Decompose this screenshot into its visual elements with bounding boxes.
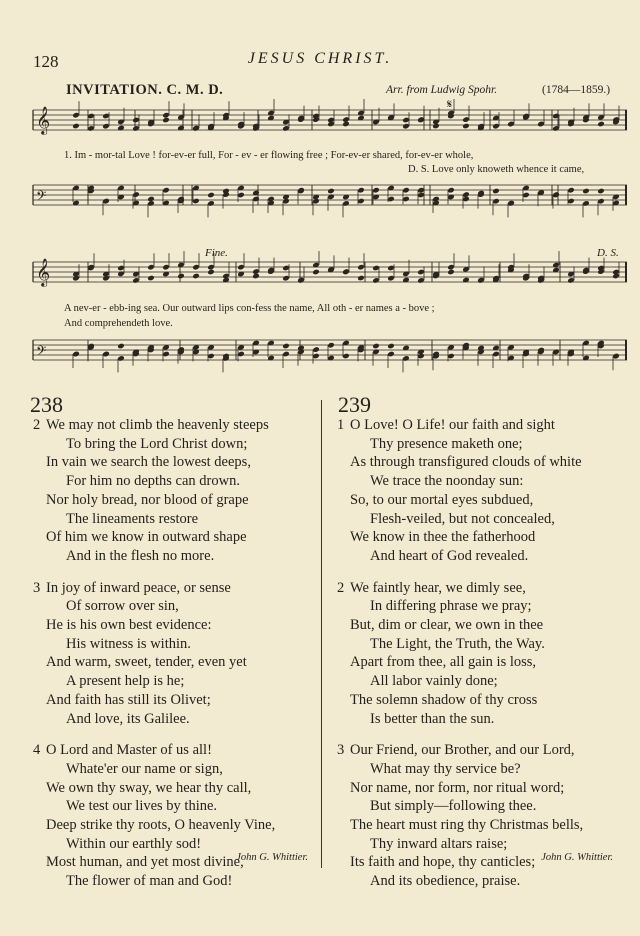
note-head xyxy=(192,273,200,280)
verse-line-text: We may not climb the heavenly steeps xyxy=(46,417,269,433)
verse-line xyxy=(350,710,635,729)
verse-line xyxy=(350,672,635,691)
stanza xyxy=(33,579,316,729)
verse-line-text: And in the flesh no more. xyxy=(66,547,215,564)
stanza-number: 3 xyxy=(33,579,41,596)
stanza xyxy=(337,741,635,891)
lyrics-line-2-ds: And comprehendeth love. xyxy=(64,318,173,329)
verse-line xyxy=(46,835,316,854)
segno-icon: 𝄋 xyxy=(447,97,453,111)
verse-line xyxy=(350,616,635,635)
ds-marker: D. S. xyxy=(597,247,619,259)
verse-line-text: Thy inward altars raise; xyxy=(370,835,508,852)
note-head xyxy=(162,117,170,124)
verse-line-text: The Light, the Truth, the Way. xyxy=(370,635,545,652)
note-head xyxy=(342,121,350,128)
note-head xyxy=(387,343,395,350)
hymn-239-text xyxy=(337,416,635,904)
clef-icon: 𝄞 xyxy=(36,258,51,286)
verse-line-text: For him no depths can drown. xyxy=(66,473,240,490)
verse-line-text: Nor name, nor form, nor ritual word; xyxy=(350,779,565,796)
verse-line-text: Within our earthly sod! xyxy=(66,835,202,852)
verse-line xyxy=(33,416,316,435)
verse-line xyxy=(46,672,316,691)
lyrics-line-1-ds: D. S. Love only knoweth whence it came, xyxy=(408,164,585,175)
verse-line xyxy=(337,416,635,435)
clef-icon: 𝄢 xyxy=(36,188,47,207)
note-head xyxy=(597,121,605,128)
hymn-number-238: 238 xyxy=(30,392,63,417)
note-head xyxy=(252,273,260,280)
verse-line xyxy=(46,435,316,454)
verse-line-text: Our Friend, our Brother, and our Lord, xyxy=(350,742,575,759)
column-divider xyxy=(321,400,322,868)
note-head xyxy=(177,273,185,280)
note-head xyxy=(597,188,605,195)
verse-line xyxy=(46,453,316,472)
verse-line-text: But, dim or clear, we own in thee xyxy=(350,617,544,634)
note-head xyxy=(207,269,215,276)
verse-line xyxy=(350,453,635,472)
note-head xyxy=(492,188,500,195)
verse-line xyxy=(46,528,316,547)
verse-line-text: Nor holy bread, nor blood of grape xyxy=(46,491,249,508)
verse-line xyxy=(33,579,316,598)
note-head xyxy=(582,188,590,195)
verse-line-text: All labor vainly done; xyxy=(370,673,498,690)
stanza-number: 1 xyxy=(337,417,345,433)
lyrics-line-1: 1. Im - mor-tal Love ! for-ev-er full, For - ev - er flowing free ; For-ev-er shared, for-ev-er whole, xyxy=(64,150,474,161)
note-head xyxy=(117,343,125,350)
verse-line xyxy=(350,691,635,710)
stanza xyxy=(33,416,316,566)
verse-line-text: We test our lives by thine. xyxy=(66,798,218,815)
verse-line-text: We know in thee the fatherhood xyxy=(350,529,536,546)
verse-line-text: And its obedience, praise. xyxy=(370,873,521,890)
verse-line-text: As through transfigured clouds of white xyxy=(350,454,582,471)
verse-line-text: And love, its Galilee. xyxy=(66,710,190,727)
verse-line xyxy=(46,653,316,672)
verse-line xyxy=(350,779,635,798)
verse-line-text: Whate'er our name or sign, xyxy=(66,760,223,777)
verse-line xyxy=(46,597,316,616)
verse-line-text: What may thy service be? xyxy=(370,760,521,777)
fine-marker: Fine. xyxy=(205,247,228,259)
verse-line xyxy=(46,616,316,635)
verse-line xyxy=(46,797,316,816)
verse-line-text: Of him we know in outward shape xyxy=(46,529,247,546)
stanza xyxy=(33,741,316,891)
note-head xyxy=(447,269,455,276)
verse-line-text: A present help is he; xyxy=(66,673,185,690)
stanza xyxy=(337,416,635,566)
verse-line xyxy=(33,741,316,760)
stanza-number: 3 xyxy=(337,742,345,759)
stanza-number: 2 xyxy=(337,579,345,596)
note-head xyxy=(207,192,215,199)
verse-line-text: O Lord and Master of us all! xyxy=(46,742,212,759)
verse-line-text: To bring the Lord Christ down; xyxy=(66,435,248,452)
hymn-238-text xyxy=(33,416,316,904)
verse-line xyxy=(46,472,316,491)
running-header: JESUS CHRIST. xyxy=(247,50,393,67)
hymn-number-239: 239 xyxy=(338,392,371,417)
note-head xyxy=(147,196,155,203)
verse-line xyxy=(350,760,635,779)
verse-line xyxy=(350,835,635,854)
author-239: John G. Whittier. xyxy=(541,852,613,863)
verse-line xyxy=(350,816,635,835)
verse-line-text: We trace the noonday sun: xyxy=(370,473,524,490)
verse-line-text: And heart of God revealed. xyxy=(370,547,529,564)
verse-line-text: Apart from thee, all gain is loss, xyxy=(350,654,537,671)
stanza-number: 4 xyxy=(33,742,41,759)
verse-line xyxy=(350,797,635,816)
note-head xyxy=(312,269,320,276)
verse-line xyxy=(350,435,635,454)
verse-line xyxy=(46,491,316,510)
verse-line-text: In differing phrase we pray; xyxy=(370,598,532,615)
verse-line xyxy=(350,653,635,672)
verse-line xyxy=(46,779,316,798)
verse-line-text: O Love! O Life! our faith and sight xyxy=(350,417,555,433)
verse-line-text: The lineaments restore xyxy=(66,510,199,527)
verse-line-text: So, to our mortal eyes subdued, xyxy=(350,491,534,508)
note-head xyxy=(462,123,470,130)
tune-name: INVITATION. C. M. D. xyxy=(66,82,224,98)
verse-line-text: We own thy sway, we hear thy call, xyxy=(46,779,252,796)
clef-icon: 𝄞 xyxy=(36,106,51,134)
author-238: John G. Whittier. xyxy=(236,852,308,863)
verse-line-text: The flower of man and God! xyxy=(66,873,233,890)
verse-line xyxy=(46,872,316,891)
verse-line-text: And faith has still its Olivet; xyxy=(46,691,211,708)
verse-line-text: Thy presence maketh one; xyxy=(370,435,523,452)
note-head xyxy=(72,123,80,130)
verse-line xyxy=(350,872,635,891)
clef-icon: 𝄢 xyxy=(36,343,47,362)
verse-line-text: In joy of inward peace, or sense xyxy=(46,579,231,596)
note-head xyxy=(372,343,380,350)
verse-line xyxy=(46,547,316,566)
page-number: 128 xyxy=(33,52,59,71)
stanza xyxy=(337,579,635,729)
verse-line-text: The heart must ring thy Christmas bells, xyxy=(350,817,584,834)
arranger-credit: Arr. from Ludwig Spohr. xyxy=(386,84,498,96)
lyrics-line-2: A nev-er - ebb-ing sea. Our outward lips con-fess the name, All oth - er names a - bove ; xyxy=(64,303,435,314)
verse-line xyxy=(337,579,635,598)
verse-line xyxy=(350,491,635,510)
verse-line-text: His witness is within. xyxy=(66,635,191,652)
verse-line xyxy=(350,547,635,566)
verse-line xyxy=(350,510,635,529)
note-head xyxy=(147,275,155,282)
note-head xyxy=(327,188,335,195)
verse-line-text: Flesh-veiled, but not concealed, xyxy=(370,510,555,527)
verse-line-text: He is his own best evidence: xyxy=(46,617,212,634)
verse-line xyxy=(350,472,635,491)
verse-line xyxy=(350,597,635,616)
verse-line xyxy=(46,816,316,835)
verse-line-text: We faintly hear, we dimly see, xyxy=(350,579,526,596)
verse-line-text: In vain we search the lowest deeps, xyxy=(46,454,251,471)
note-head xyxy=(357,275,365,282)
verse-line-text: Most human, and yet most divine, xyxy=(46,854,244,871)
verse-line xyxy=(46,510,316,529)
verse-line xyxy=(46,710,316,729)
verse-line-text: Of sorrow over sin, xyxy=(66,598,179,615)
music-score xyxy=(0,0,640,400)
verse-line-text: The solemn shadow of thy cross xyxy=(350,691,538,708)
composer-years: (1784—1859.) xyxy=(542,84,611,96)
verse-line-text: Is better than the sun. xyxy=(370,710,495,727)
verse-line xyxy=(350,528,635,547)
note-head xyxy=(432,123,440,130)
verse-line-text: Its faith and hope, thy canticles; xyxy=(350,854,536,871)
stanza-number: 2 xyxy=(33,417,41,433)
verse-line-text: But simply—following thee. xyxy=(370,798,537,815)
verse-line xyxy=(46,635,316,654)
verse-line xyxy=(46,760,316,779)
note-head xyxy=(282,343,290,350)
verse-line xyxy=(46,691,316,710)
verse-line-text: And warm, sweet, tender, even yet xyxy=(46,654,247,671)
verse-line xyxy=(350,635,635,654)
verse-line xyxy=(337,741,635,760)
verse-line-text: Deep strike thy roots, O heavenly Vine, xyxy=(46,817,276,834)
